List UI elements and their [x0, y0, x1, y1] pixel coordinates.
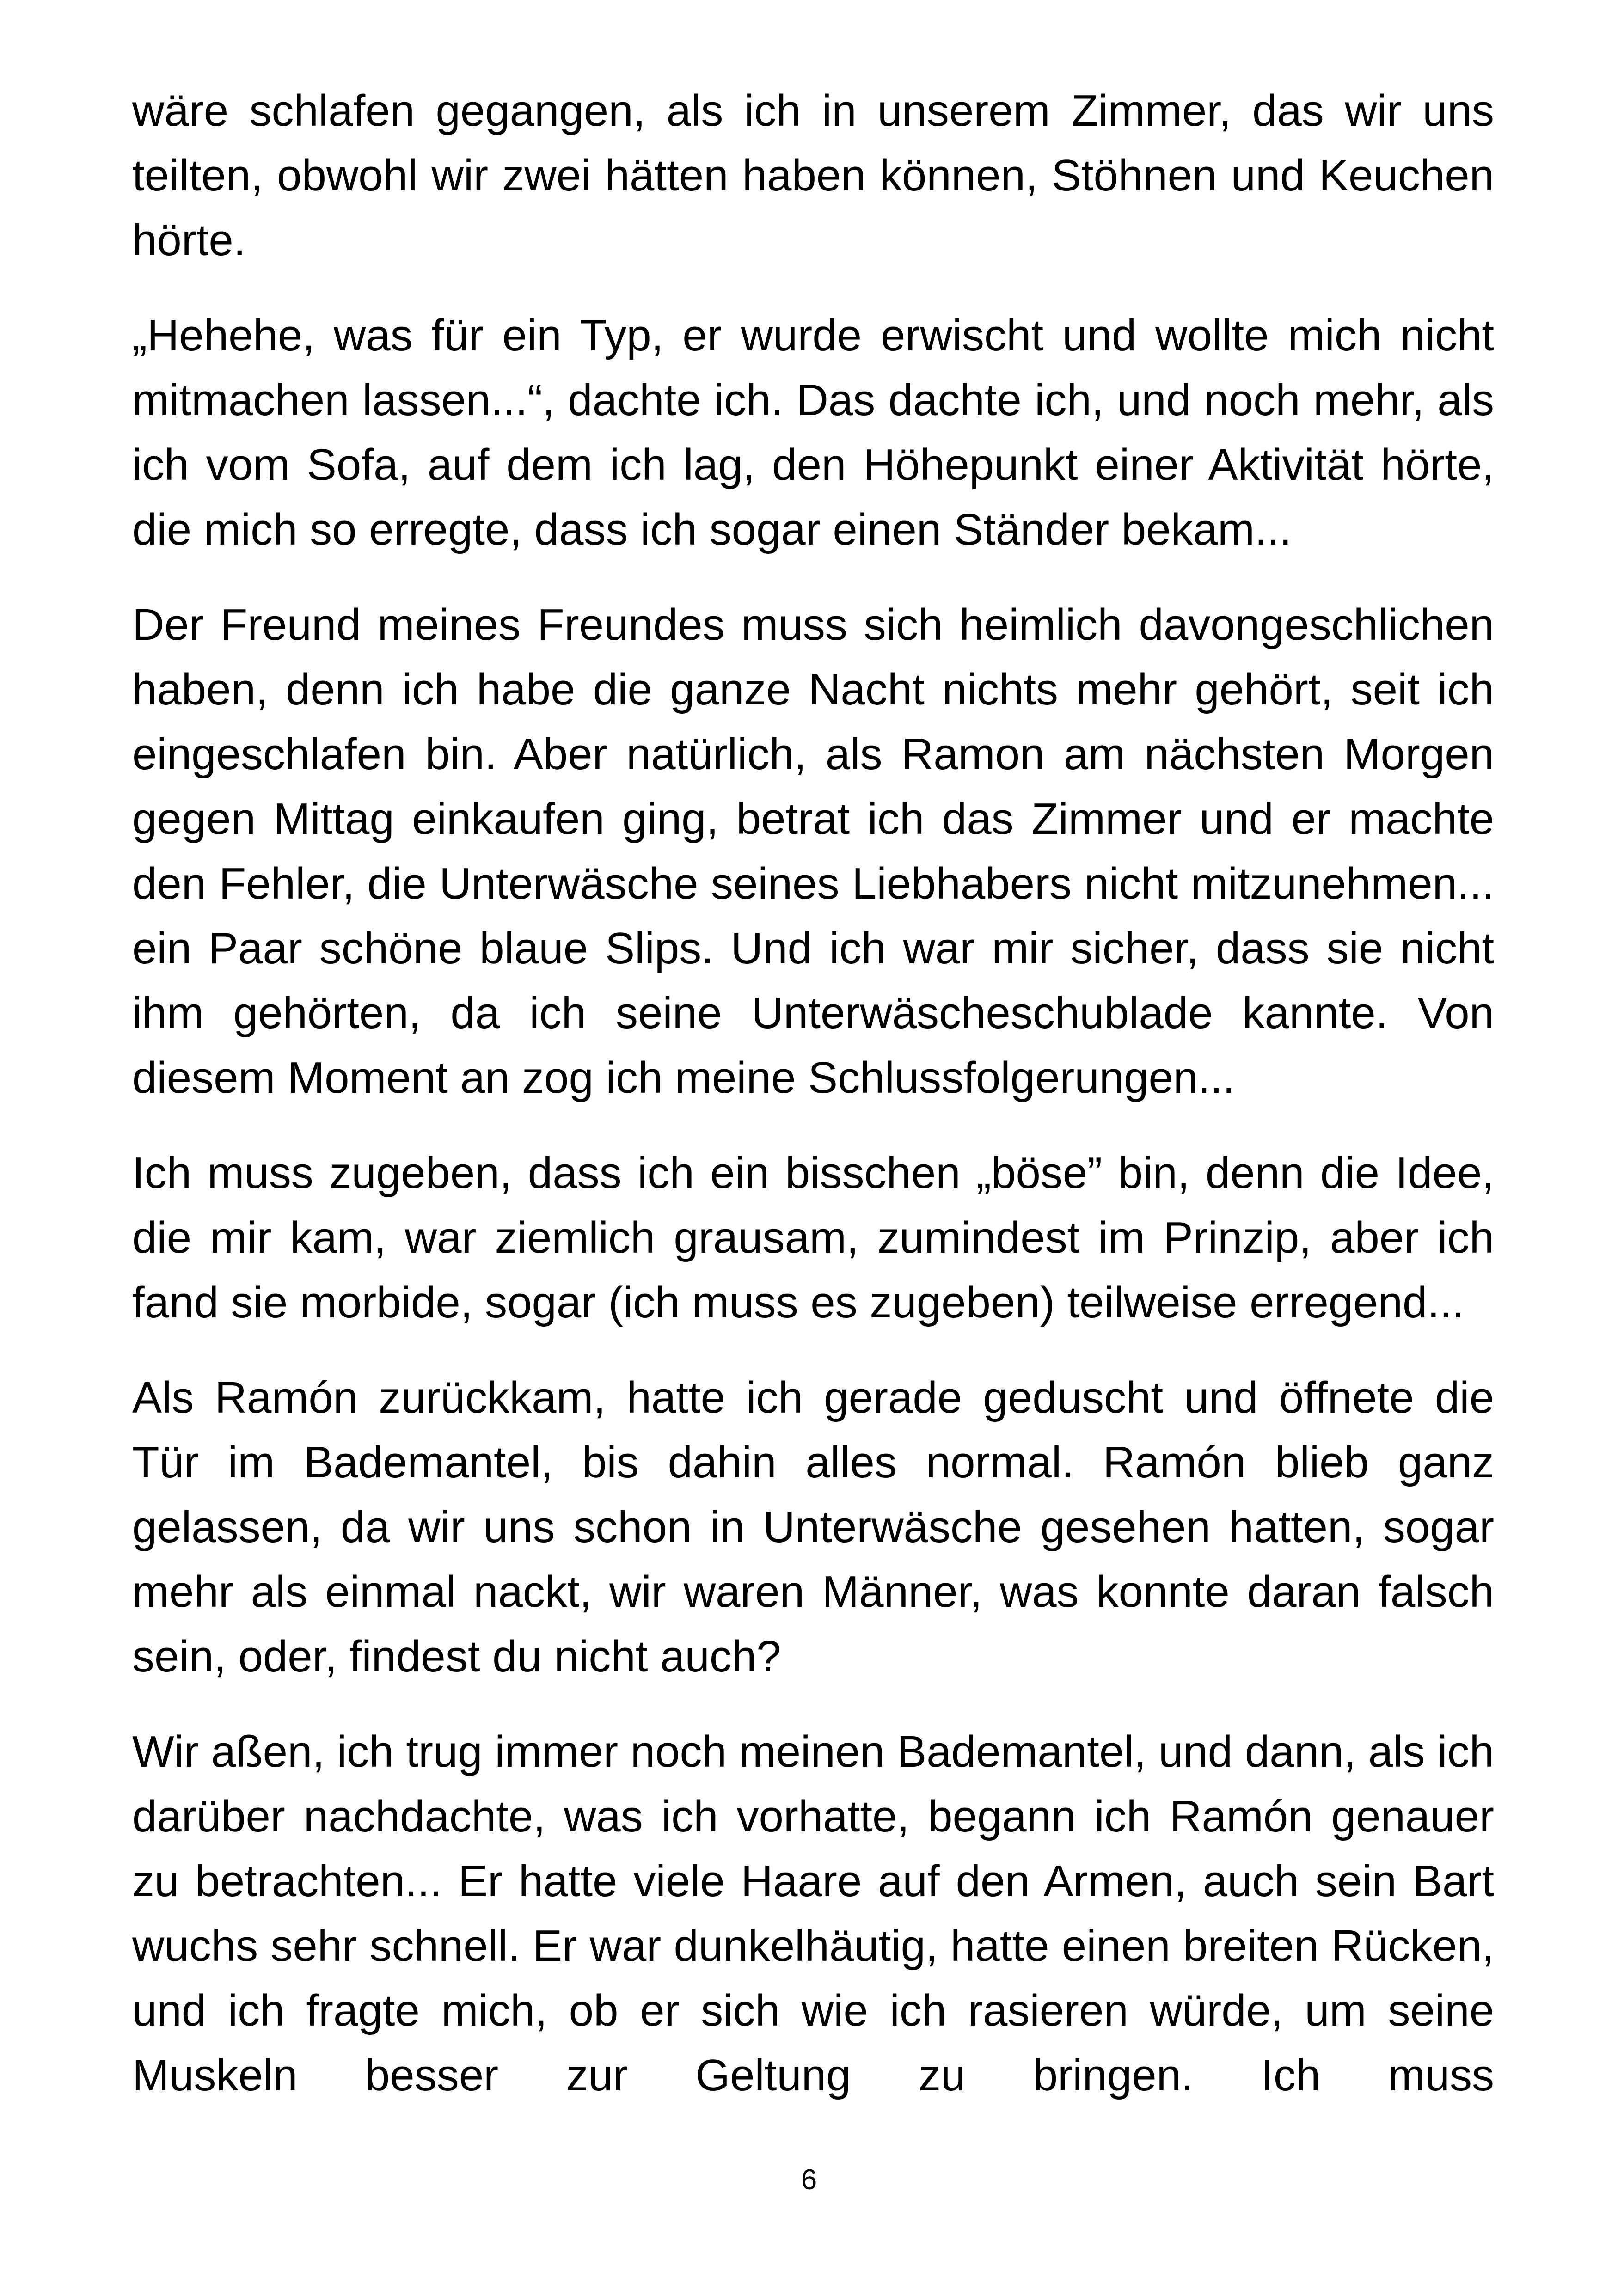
paragraph-4: Ich muss zugeben, dass ich ein bisschen „böse” bin, denn die Idee, die mir kam, war ziemlich grausam, zumindest im Prinzip, aber ich fand sie morbide, sogar (ich muss es zugeben) teilweise erregend...	[132, 1148, 1494, 1327]
paragraph-3: Der Freund meines Freundes muss sich heimlich davongeschlichen haben, denn ich habe die ganze Nacht nichts mehr gehört, seit ich eingeschlafen bin. Aber natürlich, als Ramon am nächsten Morgen gegen Mittag einkaufen ging, betrat ich das Zimmer und er machte den Fehler, die Unterwäsche seines Liebhabers nicht mitzunehmen... ein Paar schöne blaue Slips. Und ich war mir sicher, dass sie nicht ihm gehörten, da ich seine Unterwäscheschublade kannte. Von diesem Moment an zog ich meine Schlussfolgerungen...	[132, 600, 1494, 1102]
body-text	[132, 79, 1494, 2108]
paragraph-6: Wir aßen, ich trug immer noch meinen Bademantel, und dann, als ich darüber nachdachte, was ich vorhatte, begann ich Ramón genauer zu betrachten... Er hatte viele Haare auf den Armen, auch sein Bart wuchs sehr schnell. Er war dunkelhäutig, hatte einen breiten Rücken, und ich fragte mich, ob er sich wie ich rasieren würde, um seine Muskeln besser zur Geltung zu bringen. Ich muss	[132, 1727, 1494, 2100]
paragraph-1: wäre schlafen gegangen, als ich in unserem Zimmer, das wir uns teilten, obwohl wir zwei hätten haben können, Stöhnen und Keuchen hörte.	[132, 86, 1494, 265]
paragraph-2: „Hehehe, was für ein Typ, er wurde erwischt und wollte mich nicht mitmachen lassen...“, dachte ich. Das dachte ich, und noch mehr, als ich vom Sofa, auf dem ich lag, den Höhepunkt einer Aktivität hörte, die mich so erregte, dass ich sogar einen Ständer bekam...	[132, 311, 1494, 554]
page-number: 6	[801, 2164, 817, 2196]
paragraph-5: Als Ramón zurückkam, hatte ich gerade geduscht und öffnete die Tür im Bademantel, bis dahin alles normal. Ramón blieb ganz gelassen, da wir uns schon in Unterwäsche gesehen hatten, sogar mehr als einmal nackt, wir waren Männer, was konnte daran falsch sein, oder, findest du nicht auch?	[132, 1373, 1494, 1681]
